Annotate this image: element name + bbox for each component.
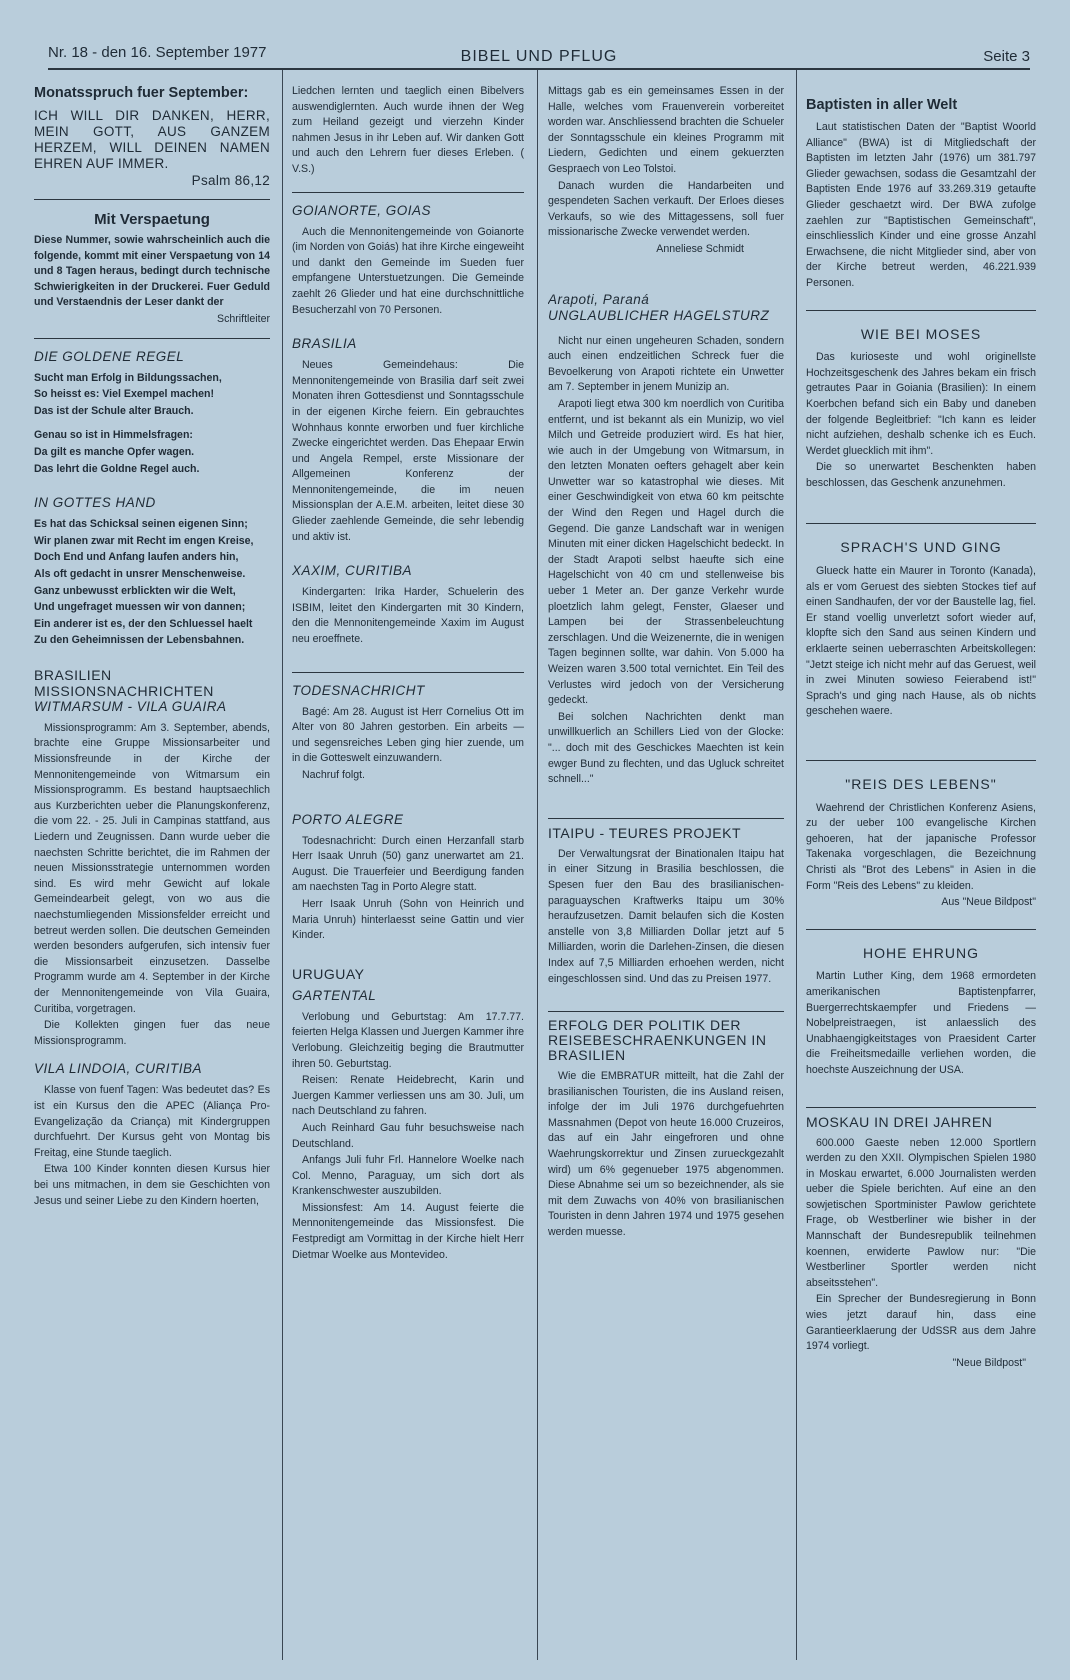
verspaetung-sign: Schriftleiter: [217, 312, 270, 325]
arapoti-text: Nicht nur einen ungeheuren Schaden, sondern auch einen endzeitlichen Schreck fuer die Bevoelkerung von Arapoti richtete ein Unwetter am 7. September in jenem Munizip an.: [548, 334, 784, 394]
todesnachricht-heading: TODESNACHRICHT: [292, 682, 425, 698]
brasilia-heading: BRASILIA: [292, 336, 357, 352]
moses-text-2: Die so unerwartet Beschenkten haben beschlossen, das Geschenk anzunehmen.: [806, 461, 1036, 489]
divider: [292, 192, 524, 193]
ehrung-text: Martin Luther King, dem 1968 ermordeten amerikanischen Baptistenpfarrer, Buergerrechtskaempfer und Friedens — Nobelpreistraegen, ist anlaesslich des Unabhaengigkeitstages von Praesident Carter die Freiheitsmedaille verliehen worden, die hoechste Auszeichnung der USA.: [806, 970, 1036, 1076]
article-sign: Anneliese Schmidt: [656, 242, 744, 255]
column-3: [548, 84, 784, 1242]
divider: [806, 760, 1036, 761]
divider: [806, 929, 1036, 930]
column-1: [34, 84, 270, 1210]
goldene-regel-heading: DIE GOLDENE REGEL: [34, 348, 185, 364]
gottes-hand-poem: [34, 517, 270, 649]
arapoti-text-3: Bei solchen Nachrichten denkt man unwillkuerlich an Schillers Lied von der Glocke: "... doch mit des Geschickes Maechten ist kein ewger Bund zu flechten, und das Ugluck schreitet schnell...": [548, 710, 784, 786]
porto-alegre-text-2: Herr Isaak Unruh (Sohn von Heinrich und Maria Unruh) hinterlaesst seine Gattin und vier Kinder.: [292, 897, 524, 942]
xaxim-heading: XAXIM, CURITIBA: [292, 563, 413, 579]
header-rule: [48, 68, 1030, 70]
brasilia-text: Neues Gemeindehaus: Die Mennonitengemeinde von Brasilia darf seit zwei Monaten ihren Gottesdienst und Sonntagsschule in der eigenen Kirche feiern. Ein gebrauchtes Wohnhaus konnte erworben und fuer kirchliche Zwecke eingerichtet werden. Das Ehepaar Erwin und Angela Rempel, erste Missionare der Allgemeinen Konferenz der Mennonitengemeinde, die im neuen Missionsplan der A.E.M. arbeiten, leitet diese 30 Glieder zaehlende Gemeinde, die sehr lebendig und aktiv ist.: [292, 359, 524, 543]
page-header: [48, 44, 1030, 70]
arapoti-place: Arapoti, Paraná: [548, 291, 650, 307]
itaipu-text: Der Verwaltungsrat der Binationalen Itaipu hat in einer Sitzung in Brasilia beschlossen, die Spesen fuer den Bau des brasilianischen-paraguayschen Kraftwerks Itaipu um 30% heraufzusetzen. Damit belaufen sich die Kosten anstelle von 3,8 Milliarden Dollar jetzt auf 5 Milliarden, worin die Darlehen-Zinsen, die diesen Index auf 7,5 Milliarden erhoehen werden, nicht eingeschlossen sind. Und das zu Preisen 1977.: [548, 847, 784, 985]
issue-date: Nr. 18 - den 16. September 1977: [48, 44, 267, 61]
moskau-sign: "Neue Bildpost": [952, 1356, 1026, 1369]
reise-heading: ERFOLG DER POLITIK DER REISEBESCHRAENKUNGEN IN BRASILIEN: [548, 1017, 767, 1064]
gartental-text: Verlobung und Geburtstag: Am 17.7.77. feierten Helga Klassen und Juergen Kammer ihre Verlobung. Gleichzeitig beging die Brautmutter ihren 50. Geburtstag.: [292, 1010, 524, 1070]
verspaetung-text: Diese Nummer, sowie wahrscheinlich auch die folgende, kommt mit einer Verspaetung von 14 und 8 Tagen heraus, bedingt durch technische Schwierigkeiten in der Druckerei. Fuer Geduld und Verstaendnis der Leser dankt der: [34, 234, 270, 309]
moses-heading: WIE BEI MOSES: [860, 325, 982, 342]
poem-line: Sucht man Erfolg in Bildungssachen,: [34, 371, 222, 384]
poem-line: So heisst es: Viel Exempel machen!: [34, 388, 214, 401]
vila-lindoia-heading: VILA LINDOIA, CURITIBA: [34, 1061, 203, 1077]
gartental-text-4: Anfangs Juli fuhr Frl. Hannelore Woelke nach Col. Menno, Paraguay, um sich dort als Krankenschwester auszubilden.: [292, 1154, 524, 1198]
goianorte-heading: GOIANORTE, GOIAS: [292, 202, 432, 218]
poem-line: Doch End und Anfang laufen anders hin,: [34, 551, 239, 564]
hagelsturz-heading: UNGLAUBLICHER HAGELSTURZ: [548, 307, 770, 323]
poem-line: Ganz unbewusst erblickten wir die Welt,: [34, 584, 236, 597]
gottes-hand-heading: IN GOTTES HAND: [34, 495, 156, 511]
uruguay-heading: URUGUAY: [292, 965, 365, 982]
divider: [292, 672, 524, 673]
poem-line: Das ist der Schule alter Brauch.: [34, 404, 194, 417]
column-divider: [796, 70, 797, 1660]
baptisten-text: Laut statistischen Daten der "Baptist Woorld Alliance" (BWA) ist di Mitgliedschaft der Baptisten im letzten Jahr (1976) um 381.797 Glieder gewachsen, sodass die Gesamtzahl der Baptisten Ende 1976 auf 33.269.319 getaufte Glieder geschaetzt wird. Der BWA zufolge zaehlen zur "Baptistischen Gemeinschaft", einschliesslich Kinder und eine grosse Anzahl Erwachsene, die nicht Mitglieder sind, aber von der Kirche betreut werden, 46.221.939 Personen.: [806, 121, 1036, 289]
divider: [548, 1011, 784, 1012]
monatsspruch-text: ICH WILL DIR DANKEN, HERR, MEIN GOTT, AUS GANZEM HERZEM, WILL DEINEN NAMEN EHREN AUF IMMER.: [34, 108, 270, 171]
vila-lindoia-text: Klasse von fuenf Tagen: Was bedeutet das? Es ist ein Kursus den die APEC (Aliança Pro-Evangelização da Criança) mit Kindergruppen durchfuehrt. Der Kursus geht von Montag bis Freitag, eine Stunde taeglich.: [34, 1084, 270, 1159]
reise-text: Wie die EMBRATUR mitteilt, hat die Zahl der brasilianischen Touristen, die ins Ausland reisen, infolge der im Juli 1976 durchgefuehrten Massnahmen (Depot von heute 16.000 Cruzeiros, das auf ein Jahr eingefroren und ohne Waehrungskorrektur und Zinsen zurueckgezahlt wird) um 6% gegenueber 1975 abgenommen. Diese Abnahme sei um so bezeichnender, als sie mit dem Zuwachs von 40% von brasilianischen Touristen in denn Jahren 1974 und 1975 gesehen werden muesse.: [548, 1070, 784, 1239]
sprachs-text: Glueck hatte ein Maurer in Toronto (Kanada), als er vom Geruest des siebten Stockes tief auf einen Sandhaufen, der vor der Baustelle lag, fiel. Er stand voellig unverletzt sofort wieder auf, klopfte sich den Sand aus seinen Kindern und erklaerte seinen ueberraschten Arbeitskollegen: "Jetzt steige ich nicht mehr auf das Geruest, weil in zwei Minuten sowieso Feierabend ist!" Sprach's und ging nach Hause, als ob nichts geschehen waere.: [806, 565, 1036, 718]
sprachs-heading: SPRACH'S UND GING: [840, 539, 1002, 556]
poem-line: Da gilt es manche Opfer wagen.: [34, 445, 195, 458]
reis-sign: Aus "Neue Bildpost": [941, 896, 1036, 909]
poem-line: Wir planen zwar mit Recht im engen Kreise,: [34, 534, 254, 547]
column-4: [806, 84, 1036, 1372]
baptisten-heading: Baptisten in aller Welt: [806, 97, 958, 113]
witmarsum-text: Missionsprogramm: Am 3. September, abends, brachte eine Gruppe Missionsarbeiter und Missionsfreunde in der Kirche der Mennonitengemeinde von Witmarsum ein Missionsprogramm. Es bestand hauptsaechlich aus Kurzberichten ueber die Planungskonferenz, die vom 22. - 25. Juli in Campinas stattfand, aus Liedern und Zeugnissen. Dann wurde ueber die naechsten Schritte berichtet, die im Rahmen der neuen Missionsstrategie unternommen worden sind. Es wird mehr Gewicht auf lokale Gemeindearbeit gelegt, von wo aus die naechstumliegenden Missionsfelder erreicht und betreut werden sollen. Die deutschen Gemeinden werden besonders aufgerufen, sich intensiv fuer die Missionsarbeit einzusetzen. Dasselbe Programm wurde am 4. September in der Kirche der Mennonitengemeinde von Vila Guaira, Curitiba, vorgetragen.: [34, 721, 270, 1015]
article-text: Mittags gab es ein gemeinsames Essen in der Halle, welches vom Frauenverein vorbereitet worden war. Anschliessend brachten die Schueler der Sonntagsschule ein kleines Programm mit Liedern, Gedichten und einem gekuerzten Gespraech von Leo Tolstoi.: [548, 85, 784, 175]
witmarsum-text-2: Die Kollekten gingen fuer das neue Missionsprogramm.: [34, 1019, 270, 1047]
moskau-heading: MOSKAU IN DREI JAHREN: [806, 1113, 993, 1130]
poem-line: Zu den Geheimnissen der Lebensbahnen.: [34, 634, 245, 647]
reis-text: Waehrend der Christlichen Konferenz Asiens, zu der ueber 100 evangelische Kirchen gehoeren, hat der japanische Professor Takenaka vorgeschlagen, die Bezeichnung Christi als "Brot des Lebens" in Asien in die Form "Reis des Lebens" zu kleiden.: [806, 801, 1036, 892]
goldene-regel-poem: [34, 371, 270, 478]
divider: [806, 310, 1036, 311]
moskau-text-2: Ein Sprecher der Bundesregierung in Bonn wies jetzt darauf hin, dass eine Garantieerklaerung der UdSSR aus dem Jahre 1974 vorliegt.: [806, 1293, 1036, 1353]
divider: [34, 199, 270, 200]
poem-line: Genau so ist in Himmelsfragen:: [34, 429, 193, 442]
monatsspruch-ref: Psalm 86,12: [191, 173, 270, 188]
itaipu-heading: ITAIPU - TEURES PROJEKT: [548, 824, 742, 841]
goianorte-text: Auch die Mennonitengemeinde von Goianorte (im Norden von Goiás) hat ihre Kirche eingeweiht und dankt den Gemeinde im Sueden fuer empfangene Unterstuetzungen. Die Gemeinde zaehlt 26 Glieder und hat eine durchschnittliche Besucherzahl von 70 Personen.: [292, 225, 524, 316]
witmarsum-heading: WITMARSUM - VILA GUAIRA: [34, 698, 227, 714]
column-divider: [282, 70, 283, 1660]
page-number: Seite 3: [983, 48, 1030, 65]
poem-line: Und ungefraget muessen wir von dannen;: [34, 601, 246, 614]
divider: [34, 338, 270, 339]
gartental-text-2: Reisen: Renate Heidebrecht, Karin und Juergen Kammer verliessen uns am 30. Juli, um nach Deutschland zu fahren.: [292, 1074, 524, 1118]
brasilien-heading: BRASILIEN MISSIONSNACHRICHTEN: [34, 666, 214, 699]
vila-lindoia-text-2: Etwa 100 Kinder konnten diesen Kursus hier bei uns mitmachen, in dem sie Geschichten von Jesus und seiner Liebe zu den Kindern hoerten,: [34, 1163, 270, 1207]
moskau-text: 600.000 Gaeste neben 12.000 Sportlern werden zu den XXII. Olympischen Spielen 1980 in Moskau erwartet, 6.000 Journalisten werden ueber die Spiele berichten. Auf eine an den sowjetischen Sportminister Pawlow gerichtete Frage, ob Westberliner wie bisher in der Mannschaft der Bundesrepublik teilnehmen koennen, erwiderte Pawlow nur: "Die Westberliner Sportler werden nicht abseitsstehen".: [806, 1136, 1036, 1289]
article-text: Danach wurden die Handarbeiten und gespendeten Sachen verkauft. Der Erloes dieses Verkaufs, so wie des Mittagessens, soll fuer missionarische Zwecke verwendet werden.: [548, 179, 784, 239]
gartental-heading: GARTENTAL: [292, 987, 377, 1003]
poem-line: Es hat das Schicksal seinen eigenen Sinn;: [34, 518, 248, 531]
porto-alegre-heading: PORTO ALEGRE: [292, 811, 404, 827]
divider: [806, 523, 1036, 524]
xaxim-text: Kindergarten: Irika Harder, Schuelerin des ISBIM, leitet den Kindergarten mit 30 Kindern, den die Mennonitengemeinde Xaxim im August neu eroeffnete.: [292, 586, 524, 646]
article-text: Liedchen lernten und taeglich einen Bibelvers auswendiglernten. Auch wurde ihnen der Weg zum Heiland gezeigt und vierzehn Kinder nahmen Jesus in ihr Leben auf. Wir danken Gott und auch den Lehrern fuer dieses Erleben. ( V.S.): [292, 85, 524, 175]
verspaetung-heading: Mit Verspaetung: [94, 211, 210, 228]
newspaper-title: BIBEL UND PFLUG: [460, 48, 618, 65]
gartental-text-5: Missionsfest: Am 14. August feierte die Mennonitengemeinde das Missionsfest. Die Festpredigt am Vormittag in der Kirche hielt Herr Dietmar Woelke aus Montevideo.: [292, 1201, 524, 1261]
divider: [548, 818, 784, 819]
porto-alegre-text: Todesnachricht: Durch einen Herzanfall starb Herr Isaak Unruh (50) ganz unerwartet am 21. August. Die Trauerfeier und Beerdigung fanden am naechsten Tag in Porto Alegre statt.: [292, 834, 524, 894]
poem-line: Ein anderer ist es, der den Schluessel haelt: [34, 617, 253, 630]
column-divider: [537, 70, 538, 1660]
poem-line: Das lehrt die Goldne Regel auch.: [34, 462, 200, 475]
moses-text: Das kurioseste und wohl originellste Hochzeitsgeschenk des Jahres bekam ein frisch getrautes Paar in Goiania (Brasilien): In einem Koerbchen befand sich ein Baby und daneben der folgende Begleitbrief: "Ich kann es leider nicht aufziehen, deshalb schenke ich es Euch. Werdet gluecklich mit ihm".: [806, 351, 1036, 457]
arapoti-text-2: Arapoti liegt etwa 300 km noerdlich von Curitiba entfernt, und ist bekannt als ein Munizip, wo viel Milch und Getreide produziert wird. Es hat hier, wie auch in der Umgebung von Witmarsum, in den letzten Monaten oefters gehagelt aber kein Unwetter war so katastrophal wie dieses. Mit einer Geschwindigkeit von etwa 60 km peitschte der Wind den Regen und Hagel durch die Gegend. Die ganze Landschaft war in wenigen Minuten mit einer dicken Hagelschicht bedeckt. In der Stadt Arapoti selbst haeufte sich eine Hagelschicht von 40 cm und stellenweise bis ueber 1 Meter an. Der ganze Verkehr wurde ploetzlich lahm gelegt, Fenster, Glaeser und Lampen bei der Strassenbeleuchtung zerschlagen. Und die Weizenernte, die in wenigen Tagen beginnen sollte, war dahin. Von 5.000 ha Weizen waren 3.500 total vernichtet. Ein Teil des Verlustes wird jedoch von der Versicherung gedeckt.: [548, 397, 784, 707]
todesnachricht-text: Bagé: Am 28. August ist Herr Cornelius Ott im Alter von 80 Jahren gestorben. Ein arbeits — und segensreiches Leben ging hier zuende, um in die Gotteswelt einzuwandern.: [292, 705, 524, 765]
column-2: [292, 84, 524, 1264]
monatsspruch-heading: Monatsspruch fuer September:: [34, 85, 249, 101]
ehrung-heading: HOHE EHRUNG: [862, 944, 979, 961]
todesnachricht-text-2: Nachruf folgt.: [302, 769, 366, 781]
gartental-text-3: Auch Reinhard Gau fuhr besuchsweise nach Deutschland.: [292, 1121, 524, 1150]
reis-heading: "REIS DES LEBENS": [845, 776, 997, 792]
divider: [806, 1107, 1036, 1108]
poem-line: Als oft gedacht in unsrer Menschenweise.: [34, 567, 246, 580]
